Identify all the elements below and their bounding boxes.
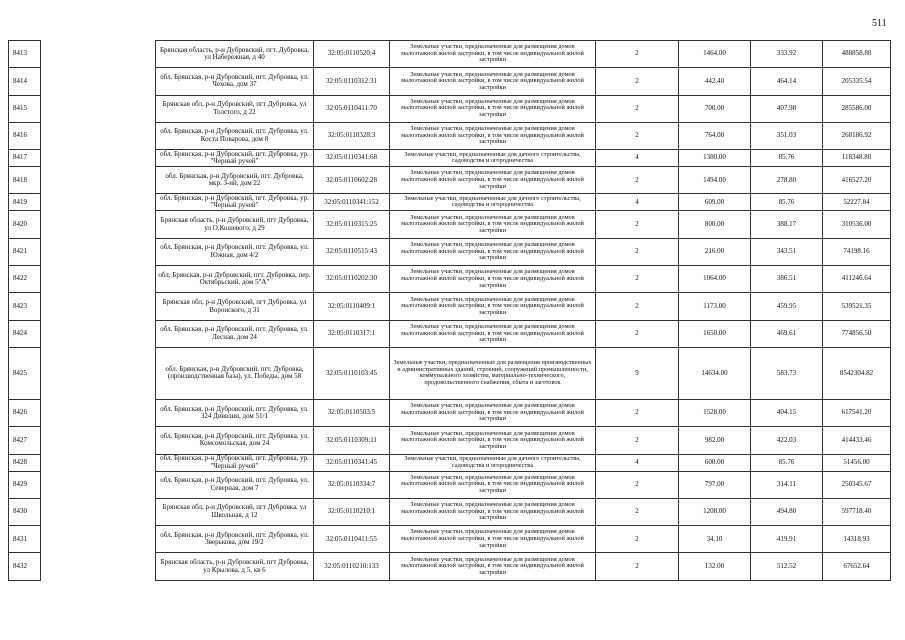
row-number: 8424 <box>9 320 41 347</box>
row-number: 8417 <box>9 150 41 167</box>
address-cell: обл. Брянская, р-н Дубровский, пгт. Дубровка, ул. Коста Поварова, дом 8 <box>156 122 314 149</box>
land-use-cell: Земельные участки, предназначенные для размещения домов малоэтажной жилой застройки, в том числе индивидуальной жилой застройки <box>390 526 596 553</box>
cadastral-value-cell: 51456.00 <box>823 454 891 471</box>
spacer-cell <box>41 399 156 426</box>
spacer-cell <box>41 211 156 238</box>
row-number: 8429 <box>9 471 41 498</box>
table-row <box>9 266 891 293</box>
group-cell: 2 <box>596 238 679 265</box>
group-cell: 2 <box>596 320 679 347</box>
cadastral-value-cell: 488858.88 <box>823 41 891 68</box>
area-cell: 1528.00 <box>679 399 751 426</box>
table-row <box>9 320 891 347</box>
area-cell: 442.40 <box>679 68 751 95</box>
cadastral-number-cell: 32:05:0110515:43 <box>314 238 390 265</box>
area-cell: 1173.00 <box>679 293 751 320</box>
table-row <box>9 122 891 149</box>
cadastral-value-cell: 597718.40 <box>823 498 891 525</box>
rate-cell: 419.91 <box>751 526 823 553</box>
area-cell: 1494.00 <box>679 167 751 194</box>
address-cell: обл. Брянская, р-н Дубровский, пгт. Дубровка, пер. Октябрьский, дом 5"А" <box>156 266 314 293</box>
table-row <box>9 41 891 68</box>
group-cell: 2 <box>596 293 679 320</box>
area-cell: 1208.00 <box>679 498 751 525</box>
cadastral-number-cell: 32:05:0110411:55 <box>314 526 390 553</box>
spacer-cell <box>41 266 156 293</box>
register-body <box>9 41 891 581</box>
cadastral-number-cell: 32:05:0110312:31 <box>314 68 390 95</box>
area-cell: 800.00 <box>679 211 751 238</box>
area-cell: 982.00 <box>679 427 751 454</box>
land-use-cell: Земельные участки, предназначенные для размещения домов малоэтажной жилой застройки, в том числе индивидуальной жилой застройки <box>390 427 596 454</box>
table-row <box>9 95 891 122</box>
land-use-cell: Земельные участки, предназначенные для размещения домов малоэтажной жилой застройки, в том числе индивидуальной жилой застройки <box>390 498 596 525</box>
cadastral-number-cell: 32:05:0110317:1 <box>314 320 390 347</box>
cadastral-number-cell: 32:05:0110315:25 <box>314 211 390 238</box>
cadastral-value-cell: 285586.00 <box>823 95 891 122</box>
spacer-cell <box>41 498 156 525</box>
row-number: 8418 <box>9 167 41 194</box>
group-cell: 2 <box>596 553 679 580</box>
land-use-cell: Земельные участки, предназначенные для размещения домов малоэтажной жилой застройки, в том числе индивидуальной жилой застройки <box>390 471 596 498</box>
address-cell: Брянская область, р-н Дубровский, пгт Дубровка, ул О.Кошевого, д 29 <box>156 211 314 238</box>
land-use-cell: Земельные участки, предназначенные для размещения домов малоэтажной жилой застройки, в том числе индивидуальной жилой застройки <box>390 320 596 347</box>
row-number: 8415 <box>9 95 41 122</box>
group-cell: 2 <box>596 95 679 122</box>
address-cell: Брянская обл, р-н Дубровский, пгт Дубровка, ул Воронского, д 31 <box>156 293 314 320</box>
area-cell: 1650.00 <box>679 320 751 347</box>
cadastral-value-cell: 67652.64 <box>823 553 891 580</box>
land-use-cell: Земельные участки, предназначенные для размещения домов малоэтажной жилой застройки, в том числе индивидуальной жилой застройки <box>390 266 596 293</box>
cadastral-number-cell: 32:05:0110202:30 <box>314 266 390 293</box>
cadastral-number-cell: 32:05:0110520:4 <box>314 41 390 68</box>
rate-cell: 494.80 <box>751 498 823 525</box>
area-cell: 764.00 <box>679 122 751 149</box>
row-number: 8427 <box>9 427 41 454</box>
rate-cell: 583.73 <box>751 347 823 399</box>
land-use-cell: Земельные участки, предназначенные для дачного строительства, садоводства и огородничества <box>390 150 596 167</box>
cadastral-value-cell: 250345.67 <box>823 471 891 498</box>
table-row <box>9 399 891 426</box>
rate-cell: 314.11 <box>751 471 823 498</box>
land-use-cell: Земельные участки, предназначенные для размещения домов малоэтажной жилой застройки, в том числе индивидуальной жилой застройки <box>390 41 596 68</box>
cadastral-number-cell: 32:05:0110210:1 <box>314 498 390 525</box>
page-number: 511 <box>872 18 887 29</box>
address-cell: обл. Брянская, р-н Дубровский, пгт. Дубровка, ул. Чехова, дом 37 <box>156 68 314 95</box>
address-cell: обл. Брянская, р-н Дубровский, пгт. Дубровка, ул. Северная, дом 7 <box>156 471 314 498</box>
address-cell: обл. Брянская, р-н Дубровский, пгт. Дубровка, (производственная база), ул. Победы, дом 58 <box>156 347 314 399</box>
rate-cell: 404.15 <box>751 399 823 426</box>
land-use-cell: Земельные участки, предназначенные для размещения производственных и административных зданий, строений, сооружений промышленности, коммунального хозяйства, материально-технического, продовольственного снабжения, сбыта и заготовок <box>390 347 596 399</box>
area-cell: 600.00 <box>679 454 751 471</box>
table-row <box>9 167 891 194</box>
table-row <box>9 454 891 471</box>
spacer-cell <box>41 68 156 95</box>
table-row <box>9 150 891 167</box>
cadastral-value-cell: 411246.64 <box>823 266 891 293</box>
cadastral-number-cell: 32:05:0110210:133 <box>314 553 390 580</box>
cadastral-number-cell: 32:05:0110341:45 <box>314 454 390 471</box>
spacer-cell <box>41 194 156 211</box>
spacer-cell <box>41 553 156 580</box>
rate-cell: 407.98 <box>751 95 823 122</box>
table-row <box>9 347 891 399</box>
land-register-table <box>8 40 891 581</box>
cadastral-value-cell: 268186.92 <box>823 122 891 149</box>
rate-cell: 333.92 <box>751 41 823 68</box>
spacer-cell <box>41 150 156 167</box>
rate-cell: 85.76 <box>751 150 823 167</box>
area-cell: 1064.00 <box>679 266 751 293</box>
cadastral-value-cell: 14318.93 <box>823 526 891 553</box>
row-number: 8414 <box>9 68 41 95</box>
table-row <box>9 427 891 454</box>
row-number: 8422 <box>9 266 41 293</box>
cadastral-number-cell: 32:05:0110341:68 <box>314 150 390 167</box>
cadastral-number-cell: 32:05:0110411:70 <box>314 95 390 122</box>
spacer-cell <box>41 167 156 194</box>
group-cell: 2 <box>596 399 679 426</box>
rate-cell: 512.52 <box>751 553 823 580</box>
cadastral-value-cell: 539521.35 <box>823 293 891 320</box>
spacer-cell <box>41 95 156 122</box>
row-number: 8419 <box>9 194 41 211</box>
spacer-cell <box>41 122 156 149</box>
spacer-cell <box>41 526 156 553</box>
land-use-cell: Земельные участки, предназначенные для размещения домов малоэтажной жилой застройки, в том числе индивидуальной жилой застройки <box>390 167 596 194</box>
spacer-cell <box>41 41 156 68</box>
group-cell: 2 <box>596 41 679 68</box>
cadastral-value-cell: 414433.46 <box>823 427 891 454</box>
area-cell: 216.00 <box>679 238 751 265</box>
cadastral-number-cell: 32:05:0110409:1 <box>314 293 390 320</box>
address-cell: обл. Брянская, р-н Дубровский, пгт. Дубровка, ур. "Черный ручей" <box>156 194 314 211</box>
group-cell: 2 <box>596 266 679 293</box>
group-cell: 2 <box>596 211 679 238</box>
row-number: 8432 <box>9 553 41 580</box>
land-use-cell: Земельные участки, предназначенные для размещения домов малоэтажной жилой застройки, в том числе индивидуальной жилой застройки <box>390 399 596 426</box>
rate-cell: 464.14 <box>751 68 823 95</box>
land-use-cell: Земельные участки, предназначенные для дачного строительства, садоводства и огородничества <box>390 454 596 471</box>
rate-cell: 278.80 <box>751 167 823 194</box>
spacer-cell <box>41 238 156 265</box>
row-number: 8420 <box>9 211 41 238</box>
spacer-cell <box>41 471 156 498</box>
address-cell: обл. Брянская, р-н Дубровский, пгт. Дубровка, ур. "Черный ручей" <box>156 454 314 471</box>
cadastral-value-cell: 52227.84 <box>823 194 891 211</box>
address-cell: обл. Брянская, р-н Дубровский, пгт. Дубровка, ул. Лесная, дом 24 <box>156 320 314 347</box>
cadastral-value-cell: 8542304.82 <box>823 347 891 399</box>
area-cell: 609.00 <box>679 194 751 211</box>
cadastral-value-cell: 617541.20 <box>823 399 891 426</box>
land-use-cell: Земельные участки, предназначенные для размещения домов малоэтажной жилой застройки, в том числе индивидуальной жилой застройки <box>390 122 596 149</box>
area-cell: 14634.00 <box>679 347 751 399</box>
area-cell: 797.00 <box>679 471 751 498</box>
cadastral-number-cell: 32:05:0110309:11 <box>314 427 390 454</box>
cadastral-number-cell: 32:05:0110334:7 <box>314 471 390 498</box>
spacer-cell <box>41 347 156 399</box>
address-cell: Брянская область, р-н Дубровский, пгт Дубровка, ул Крылова, д 5, кв 6 <box>156 553 314 580</box>
address-cell: Брянская область, р-н Дубровский, пгт. Дубровка, ул Набережная, д 40 <box>156 41 314 68</box>
row-number: 8416 <box>9 122 41 149</box>
table-row <box>9 238 891 265</box>
rate-cell: 388.17 <box>751 211 823 238</box>
table-row <box>9 68 891 95</box>
land-use-cell: Земельные участки, предназначенные для размещения домов малоэтажной жилой застройки, в том числе индивидуальной жилой застройки <box>390 553 596 580</box>
group-cell: 2 <box>596 68 679 95</box>
group-cell: 4 <box>596 454 679 471</box>
area-cell: 1464.00 <box>679 41 751 68</box>
land-use-cell: Земельные участки, предназначенные для размещения домов малоэтажной жилой застройки, в том числе индивидуальной жилой застройки <box>390 95 596 122</box>
table-row <box>9 194 891 211</box>
cadastral-number-cell: 32:05:0110328:3 <box>314 122 390 149</box>
rate-cell: 85.76 <box>751 194 823 211</box>
cadastral-value-cell: 74198.16 <box>823 238 891 265</box>
rate-cell: 351.03 <box>751 122 823 149</box>
address-cell: Брянская обл, р-н Дубровский, пгт Дубровка, ул Толстого, д 22 <box>156 95 314 122</box>
rate-cell: 85.76 <box>751 454 823 471</box>
rate-cell: 343.51 <box>751 238 823 265</box>
cadastral-number-cell: 32:05:0110341:152 <box>314 194 390 211</box>
land-use-cell: Земельные участки, предназначенные для размещения домов малоэтажной жилой застройки, в том числе индивидуальной жилой застройки <box>390 238 596 265</box>
row-number: 8421 <box>9 238 41 265</box>
group-cell: 4 <box>596 150 679 167</box>
cadastral-value-cell: 416527.20 <box>823 167 891 194</box>
address-cell: обл. Брянская, р-н Дубровский, пгт. Дубровка, ул. 324 Дивизии, дом 51/1 <box>156 399 314 426</box>
group-cell: 2 <box>596 526 679 553</box>
group-cell: 2 <box>596 471 679 498</box>
land-use-cell: Земельные участки, предназначенные для размещения домов малоэтажной жилой застройки, в том числе индивидуальной жилой застройки <box>390 293 596 320</box>
rate-cell: 459.95 <box>751 293 823 320</box>
row-number: 8430 <box>9 498 41 525</box>
row-number: 8428 <box>9 454 41 471</box>
row-number: 8423 <box>9 293 41 320</box>
row-number: 8426 <box>9 399 41 426</box>
row-number: 8413 <box>9 41 41 68</box>
cadastral-value-cell: 774856.50 <box>823 320 891 347</box>
table-row <box>9 293 891 320</box>
address-cell: обл. Брянская, р-н Дубровский, пгт. Дубровка, ул. Зверькова, дом 19/2 <box>156 526 314 553</box>
cadastral-value-cell: 310536.00 <box>823 211 891 238</box>
rate-cell: 469.61 <box>751 320 823 347</box>
cadastral-number-cell: 32:05:0110602:28 <box>314 167 390 194</box>
group-cell: 2 <box>596 122 679 149</box>
table-row <box>9 526 891 553</box>
area-cell: 700.00 <box>679 95 751 122</box>
row-number: 8425 <box>9 347 41 399</box>
group-cell: 9 <box>596 347 679 399</box>
table-row <box>9 211 891 238</box>
cadastral-value-cell: 205335.54 <box>823 68 891 95</box>
table-row <box>9 553 891 580</box>
cadastral-value-cell: 118348.80 <box>823 150 891 167</box>
group-cell: 4 <box>596 194 679 211</box>
spacer-cell <box>41 454 156 471</box>
cadastral-number-cell: 32:05:0110503:5 <box>314 399 390 426</box>
group-cell: 2 <box>596 427 679 454</box>
rate-cell: 386.51 <box>751 266 823 293</box>
address-cell: обл. Брянская, р-н Дубровский, пгт. Дубровка, мкр. 3-ий, дом 22 <box>156 167 314 194</box>
group-cell: 2 <box>596 167 679 194</box>
area-cell: 34.10 <box>679 526 751 553</box>
spacer-cell <box>41 293 156 320</box>
row-number: 8431 <box>9 526 41 553</box>
area-cell: 132.00 <box>679 553 751 580</box>
address-cell: обл. Брянская, р-н Дубровский, пгт. Дубровка, ул. Южная, дом 4/2 <box>156 238 314 265</box>
land-use-cell: Земельные участки, предназначенные для дачного строительства, садоводства и огородничества <box>390 194 596 211</box>
area-cell: 1380.00 <box>679 150 751 167</box>
table-row <box>9 498 891 525</box>
land-use-cell: Земельные участки, предназначенные для размещения домов малоэтажной жилой застройки, в том числе индивидуальной жилой застройки <box>390 211 596 238</box>
address-cell: обл. Брянская, р-н Дубровский, пгт. Дубровка, ул. Комсомольская, дом 24 <box>156 427 314 454</box>
address-cell: обл. Брянская, р-н Дубровский, пгт. Дубровка, ур. "Черный ручей" <box>156 150 314 167</box>
cadastral-number-cell: 32:05:0110103:45 <box>314 347 390 399</box>
rate-cell: 422.03 <box>751 427 823 454</box>
land-use-cell: Земельные участки, предназначенные для размещения домов малоэтажной жилой застройки, в том числе индивидуальной жилой застройки <box>390 68 596 95</box>
table-row <box>9 471 891 498</box>
spacer-cell <box>41 320 156 347</box>
address-cell: Брянская обл, р-н Дубровский, пгт Дубровка, ул Школьная, д 12 <box>156 498 314 525</box>
group-cell: 2 <box>596 498 679 525</box>
spacer-cell <box>41 427 156 454</box>
